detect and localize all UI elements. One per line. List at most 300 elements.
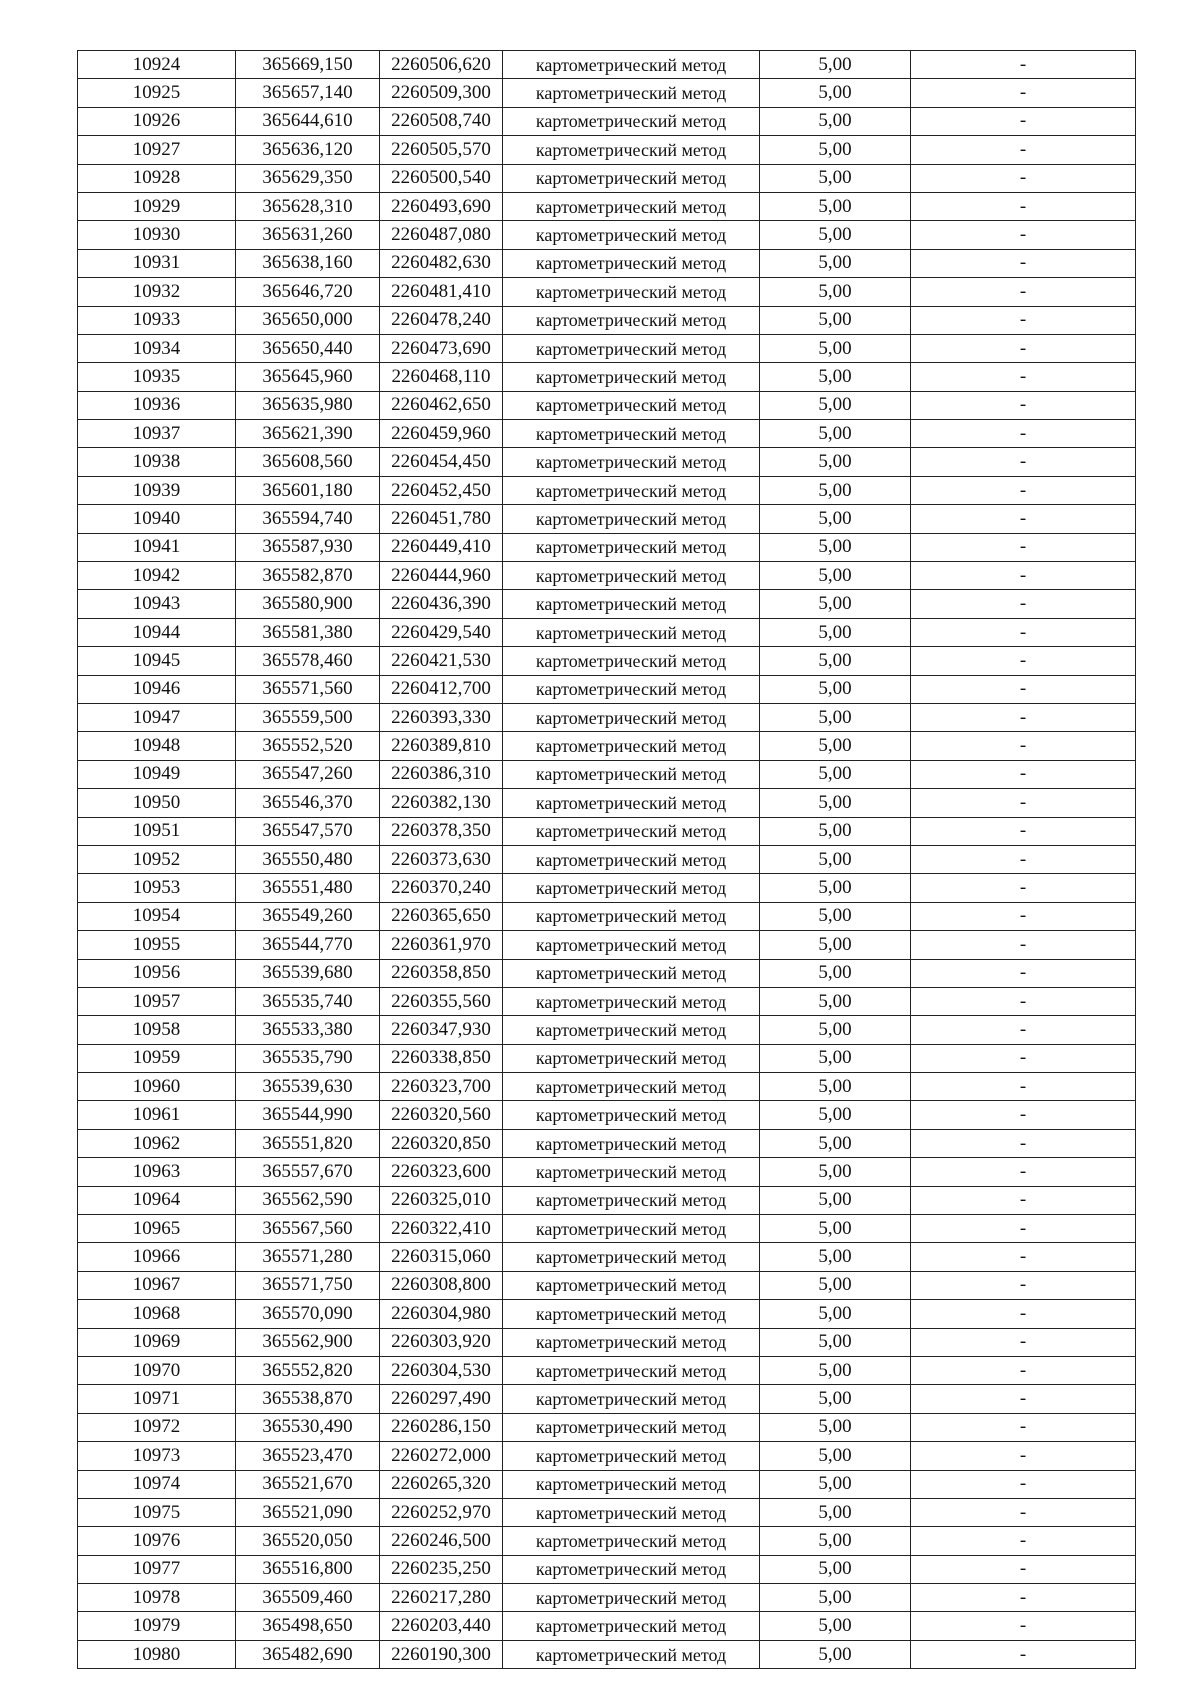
point-number-cell: 10934 — [78, 334, 236, 362]
point-number-cell: 10976 — [78, 1527, 236, 1555]
x-coordinate-cell: 365644,610 — [236, 107, 380, 135]
method-cell: картометрический метод — [503, 221, 760, 249]
x-coordinate-cell: 365657,140 — [236, 79, 380, 107]
accuracy-cell: 5,00 — [760, 192, 911, 220]
method-cell: картометрический метод — [503, 505, 760, 533]
x-coordinate-cell: 365509,460 — [236, 1584, 380, 1612]
method-cell: картометрический метод — [503, 817, 760, 845]
table-row — [78, 1215, 1136, 1243]
table-row — [78, 845, 1136, 873]
point-number-cell: 10955 — [78, 931, 236, 959]
point-number-cell: 10978 — [78, 1584, 236, 1612]
y-coordinate-cell: 2260323,700 — [380, 1073, 503, 1101]
accuracy-cell: 5,00 — [760, 1073, 911, 1101]
table-row — [78, 1044, 1136, 1072]
x-coordinate-cell: 365521,670 — [236, 1470, 380, 1498]
x-coordinate-cell: 365570,090 — [236, 1300, 380, 1328]
x-coordinate-cell: 365582,870 — [236, 562, 380, 590]
note-cell: - — [911, 987, 1136, 1015]
y-coordinate-cell: 2260252,970 — [380, 1498, 503, 1526]
note-cell: - — [911, 278, 1136, 306]
note-cell: - — [911, 448, 1136, 476]
point-number-cell: 10942 — [78, 562, 236, 590]
accuracy-cell: 5,00 — [760, 391, 911, 419]
point-number-cell: 10946 — [78, 675, 236, 703]
table-row — [78, 1442, 1136, 1470]
point-number-cell: 10943 — [78, 590, 236, 618]
note-cell: - — [911, 675, 1136, 703]
note-cell: - — [911, 192, 1136, 220]
x-coordinate-cell: 365562,900 — [236, 1328, 380, 1356]
x-coordinate-cell: 365544,770 — [236, 931, 380, 959]
note-cell: - — [911, 874, 1136, 902]
table-row — [78, 817, 1136, 845]
y-coordinate-cell: 2260304,980 — [380, 1300, 503, 1328]
point-number-cell: 10974 — [78, 1470, 236, 1498]
table-row — [78, 79, 1136, 107]
method-cell: картометрический метод — [503, 278, 760, 306]
x-coordinate-cell: 365635,980 — [236, 391, 380, 419]
coordinates-table — [77, 50, 1136, 1669]
method-cell: картометрический метод — [503, 1186, 760, 1214]
method-cell: картометрический метод — [503, 1271, 760, 1299]
note-cell: - — [911, 1300, 1136, 1328]
y-coordinate-cell: 2260347,930 — [380, 1016, 503, 1044]
y-coordinate-cell: 2260412,700 — [380, 675, 503, 703]
y-coordinate-cell: 2260361,970 — [380, 931, 503, 959]
point-number-cell: 10970 — [78, 1356, 236, 1384]
accuracy-cell: 5,00 — [760, 306, 911, 334]
note-cell: - — [911, 902, 1136, 930]
accuracy-cell: 5,00 — [760, 1498, 911, 1526]
note-cell: - — [911, 590, 1136, 618]
method-cell: картометрический метод — [503, 306, 760, 334]
table-row — [78, 1300, 1136, 1328]
note-cell: - — [911, 647, 1136, 675]
table-row — [78, 1016, 1136, 1044]
point-number-cell: 10948 — [78, 732, 236, 760]
note-cell: - — [911, 1527, 1136, 1555]
note-cell: - — [911, 1640, 1136, 1668]
note-cell: - — [911, 1442, 1136, 1470]
table-row — [78, 1101, 1136, 1129]
y-coordinate-cell: 2260478,240 — [380, 306, 503, 334]
table-row — [78, 1385, 1136, 1413]
note-cell: - — [911, 732, 1136, 760]
table-row — [78, 306, 1136, 334]
method-cell: картометрический метод — [503, 1442, 760, 1470]
method-cell: картометрический метод — [503, 1016, 760, 1044]
accuracy-cell: 5,00 — [760, 51, 911, 79]
point-number-cell: 10947 — [78, 703, 236, 731]
y-coordinate-cell: 2260449,410 — [380, 533, 503, 561]
method-cell: картометрический метод — [503, 1300, 760, 1328]
x-coordinate-cell: 365587,930 — [236, 533, 380, 561]
method-cell: картометрический метод — [503, 618, 760, 646]
point-number-cell: 10960 — [78, 1073, 236, 1101]
method-cell: картометрический метод — [503, 192, 760, 220]
point-number-cell: 10979 — [78, 1612, 236, 1640]
note-cell: - — [911, 533, 1136, 561]
table-row — [78, 1186, 1136, 1214]
point-number-cell: 10959 — [78, 1044, 236, 1072]
point-number-cell: 10935 — [78, 363, 236, 391]
method-cell: картометрический метод — [503, 1584, 760, 1612]
accuracy-cell: 5,00 — [760, 476, 911, 504]
table-row — [78, 249, 1136, 277]
method-cell: картометрический метод — [503, 363, 760, 391]
note-cell: - — [911, 703, 1136, 731]
y-coordinate-cell: 2260509,300 — [380, 79, 503, 107]
method-cell: картометрический метод — [503, 533, 760, 561]
method-cell: картометрический метод — [503, 448, 760, 476]
point-number-cell: 10944 — [78, 618, 236, 646]
y-coordinate-cell: 2260265,320 — [380, 1470, 503, 1498]
x-coordinate-cell: 365650,000 — [236, 306, 380, 334]
method-cell: картометрический метод — [503, 51, 760, 79]
note-cell: - — [911, 1584, 1136, 1612]
method-cell: картометрический метод — [503, 703, 760, 731]
point-number-cell: 10950 — [78, 789, 236, 817]
x-coordinate-cell: 365559,500 — [236, 703, 380, 731]
table-row — [78, 1328, 1136, 1356]
note-cell: - — [911, 1044, 1136, 1072]
accuracy-cell: 5,00 — [760, 590, 911, 618]
method-cell: картометрический метод — [503, 164, 760, 192]
x-coordinate-cell: 365669,150 — [236, 51, 380, 79]
accuracy-cell: 5,00 — [760, 1243, 911, 1271]
y-coordinate-cell: 2260421,530 — [380, 647, 503, 675]
x-coordinate-cell: 365547,570 — [236, 817, 380, 845]
note-cell: - — [911, 505, 1136, 533]
table-row — [78, 732, 1136, 760]
point-number-cell: 10957 — [78, 987, 236, 1015]
point-number-cell: 10968 — [78, 1300, 236, 1328]
note-cell: - — [911, 306, 1136, 334]
x-coordinate-cell: 365551,480 — [236, 874, 380, 902]
y-coordinate-cell: 2260308,800 — [380, 1271, 503, 1299]
method-cell: картометрический метод — [503, 931, 760, 959]
note-cell: - — [911, 51, 1136, 79]
accuracy-cell: 5,00 — [760, 931, 911, 959]
note-cell: - — [911, 1243, 1136, 1271]
x-coordinate-cell: 365547,260 — [236, 760, 380, 788]
note-cell: - — [911, 1356, 1136, 1384]
x-coordinate-cell: 365544,990 — [236, 1101, 380, 1129]
table-row — [78, 931, 1136, 959]
point-number-cell: 10977 — [78, 1555, 236, 1583]
accuracy-cell: 5,00 — [760, 902, 911, 930]
note-cell: - — [911, 1129, 1136, 1157]
table-row — [78, 902, 1136, 930]
note-cell: - — [911, 1498, 1136, 1526]
method-cell: картометрический метод — [503, 1215, 760, 1243]
method-cell: картометрический метод — [503, 79, 760, 107]
point-number-cell: 10972 — [78, 1413, 236, 1441]
x-coordinate-cell: 365631,260 — [236, 221, 380, 249]
method-cell: картометрический метод — [503, 1158, 760, 1186]
x-coordinate-cell: 365538,870 — [236, 1385, 380, 1413]
method-cell: картометрический метод — [503, 562, 760, 590]
table-row — [78, 192, 1136, 220]
y-coordinate-cell: 2260304,530 — [380, 1356, 503, 1384]
y-coordinate-cell: 2260320,560 — [380, 1101, 503, 1129]
point-number-cell: 10965 — [78, 1215, 236, 1243]
note-cell: - — [911, 1186, 1136, 1214]
note-cell: - — [911, 1470, 1136, 1498]
method-cell: картометрический метод — [503, 1129, 760, 1157]
y-coordinate-cell: 2260323,600 — [380, 1158, 503, 1186]
y-coordinate-cell: 2260370,240 — [380, 874, 503, 902]
accuracy-cell: 5,00 — [760, 136, 911, 164]
accuracy-cell: 5,00 — [760, 703, 911, 731]
x-coordinate-cell: 365646,720 — [236, 278, 380, 306]
point-number-cell: 10937 — [78, 420, 236, 448]
x-coordinate-cell: 365533,380 — [236, 1016, 380, 1044]
table-row — [78, 164, 1136, 192]
note-cell: - — [911, 817, 1136, 845]
y-coordinate-cell: 2260389,810 — [380, 732, 503, 760]
method-cell: картометрический метод — [503, 732, 760, 760]
method-cell: картометрический метод — [503, 675, 760, 703]
x-coordinate-cell: 365539,630 — [236, 1073, 380, 1101]
accuracy-cell: 5,00 — [760, 164, 911, 192]
table-row — [78, 590, 1136, 618]
x-coordinate-cell: 365638,160 — [236, 249, 380, 277]
point-number-cell: 10954 — [78, 902, 236, 930]
note-cell: - — [911, 136, 1136, 164]
accuracy-cell: 5,00 — [760, 363, 911, 391]
y-coordinate-cell: 2260493,690 — [380, 192, 503, 220]
table-row — [78, 420, 1136, 448]
accuracy-cell: 5,00 — [760, 845, 911, 873]
table-row — [78, 1498, 1136, 1526]
y-coordinate-cell: 2260365,650 — [380, 902, 503, 930]
method-cell: картометрический метод — [503, 1640, 760, 1668]
accuracy-cell: 5,00 — [760, 647, 911, 675]
note-cell: - — [911, 1073, 1136, 1101]
y-coordinate-cell: 2260459,960 — [380, 420, 503, 448]
table-row — [78, 1640, 1136, 1668]
y-coordinate-cell: 2260378,350 — [380, 817, 503, 845]
table-row — [78, 1129, 1136, 1157]
y-coordinate-cell: 2260508,740 — [380, 107, 503, 135]
y-coordinate-cell: 2260462,650 — [380, 391, 503, 419]
table-row — [78, 1555, 1136, 1583]
method-cell: картометрический метод — [503, 476, 760, 504]
y-coordinate-cell: 2260382,130 — [380, 789, 503, 817]
accuracy-cell: 5,00 — [760, 1356, 911, 1384]
table-row — [78, 1158, 1136, 1186]
method-cell: картометрический метод — [503, 420, 760, 448]
y-coordinate-cell: 2260393,330 — [380, 703, 503, 731]
accuracy-cell: 5,00 — [760, 1186, 911, 1214]
note-cell: - — [911, 420, 1136, 448]
accuracy-cell: 5,00 — [760, 1158, 911, 1186]
x-coordinate-cell: 365482,690 — [236, 1640, 380, 1668]
accuracy-cell: 5,00 — [760, 959, 911, 987]
accuracy-cell: 5,00 — [760, 1328, 911, 1356]
note-cell: - — [911, 107, 1136, 135]
x-coordinate-cell: 365557,670 — [236, 1158, 380, 1186]
table-row — [78, 987, 1136, 1015]
method-cell: картометрический метод — [503, 1470, 760, 1498]
method-cell: картометрический метод — [503, 590, 760, 618]
note-cell: - — [911, 249, 1136, 277]
y-coordinate-cell: 2260297,490 — [380, 1385, 503, 1413]
y-coordinate-cell: 2260355,560 — [380, 987, 503, 1015]
table-row — [78, 647, 1136, 675]
x-coordinate-cell: 365552,820 — [236, 1356, 380, 1384]
note-cell: - — [911, 79, 1136, 107]
point-number-cell: 10930 — [78, 221, 236, 249]
y-coordinate-cell: 2260203,440 — [380, 1612, 503, 1640]
x-coordinate-cell: 365608,560 — [236, 448, 380, 476]
accuracy-cell: 5,00 — [760, 675, 911, 703]
x-coordinate-cell: 365523,470 — [236, 1442, 380, 1470]
x-coordinate-cell: 365530,490 — [236, 1413, 380, 1441]
point-number-cell: 10963 — [78, 1158, 236, 1186]
x-coordinate-cell: 365552,520 — [236, 732, 380, 760]
y-coordinate-cell: 2260487,080 — [380, 221, 503, 249]
point-number-cell: 10975 — [78, 1498, 236, 1526]
x-coordinate-cell: 365549,260 — [236, 902, 380, 930]
note-cell: - — [911, 1328, 1136, 1356]
table-row — [78, 334, 1136, 362]
point-number-cell: 10969 — [78, 1328, 236, 1356]
method-cell: картометрический метод — [503, 1101, 760, 1129]
point-number-cell: 10941 — [78, 533, 236, 561]
method-cell: картометрический метод — [503, 789, 760, 817]
accuracy-cell: 5,00 — [760, 732, 911, 760]
x-coordinate-cell: 365539,680 — [236, 959, 380, 987]
table-row — [78, 1413, 1136, 1441]
y-coordinate-cell: 2260325,010 — [380, 1186, 503, 1214]
x-coordinate-cell: 365645,960 — [236, 363, 380, 391]
accuracy-cell: 5,00 — [760, 1385, 911, 1413]
x-coordinate-cell: 365550,480 — [236, 845, 380, 873]
method-cell: картометрический метод — [503, 1243, 760, 1271]
point-number-cell: 10953 — [78, 874, 236, 902]
y-coordinate-cell: 2260190,300 — [380, 1640, 503, 1668]
point-number-cell: 10926 — [78, 107, 236, 135]
accuracy-cell: 5,00 — [760, 987, 911, 1015]
note-cell: - — [911, 363, 1136, 391]
note-cell: - — [911, 845, 1136, 873]
table-row — [78, 1527, 1136, 1555]
accuracy-cell: 5,00 — [760, 448, 911, 476]
y-coordinate-cell: 2260454,450 — [380, 448, 503, 476]
y-coordinate-cell: 2260217,280 — [380, 1584, 503, 1612]
table-row — [78, 562, 1136, 590]
x-coordinate-cell: 365571,560 — [236, 675, 380, 703]
point-number-cell: 10929 — [78, 192, 236, 220]
accuracy-cell: 5,00 — [760, 79, 911, 107]
accuracy-cell: 5,00 — [760, 420, 911, 448]
y-coordinate-cell: 2260468,110 — [380, 363, 503, 391]
method-cell: картометрический метод — [503, 760, 760, 788]
x-coordinate-cell: 365535,790 — [236, 1044, 380, 1072]
y-coordinate-cell: 2260303,920 — [380, 1328, 503, 1356]
point-number-cell: 10936 — [78, 391, 236, 419]
accuracy-cell: 5,00 — [760, 1215, 911, 1243]
table-row — [78, 1243, 1136, 1271]
y-coordinate-cell: 2260481,410 — [380, 278, 503, 306]
note-cell: - — [911, 221, 1136, 249]
table-row — [78, 874, 1136, 902]
y-coordinate-cell: 2260386,310 — [380, 760, 503, 788]
y-coordinate-cell: 2260315,060 — [380, 1243, 503, 1271]
x-coordinate-cell: 365546,370 — [236, 789, 380, 817]
accuracy-cell: 5,00 — [760, 505, 911, 533]
accuracy-cell: 5,00 — [760, 618, 911, 646]
x-coordinate-cell: 365551,820 — [236, 1129, 380, 1157]
point-number-cell: 10931 — [78, 249, 236, 277]
note-cell: - — [911, 1612, 1136, 1640]
x-coordinate-cell: 365535,740 — [236, 987, 380, 1015]
y-coordinate-cell: 2260473,690 — [380, 334, 503, 362]
x-coordinate-cell: 365520,050 — [236, 1527, 380, 1555]
y-coordinate-cell: 2260451,780 — [380, 505, 503, 533]
method-cell: картометрический метод — [503, 1356, 760, 1384]
x-coordinate-cell: 365498,650 — [236, 1612, 380, 1640]
method-cell: картометрический метод — [503, 249, 760, 277]
point-number-cell: 10973 — [78, 1442, 236, 1470]
accuracy-cell: 5,00 — [760, 221, 911, 249]
table-row — [78, 391, 1136, 419]
point-number-cell: 10945 — [78, 647, 236, 675]
table-row — [78, 221, 1136, 249]
y-coordinate-cell: 2260322,410 — [380, 1215, 503, 1243]
note-cell: - — [911, 760, 1136, 788]
table-row — [78, 1612, 1136, 1640]
table-row — [78, 278, 1136, 306]
table-row — [78, 1356, 1136, 1384]
y-coordinate-cell: 2260286,150 — [380, 1413, 503, 1441]
y-coordinate-cell: 2260373,630 — [380, 845, 503, 873]
point-number-cell: 10956 — [78, 959, 236, 987]
method-cell: картометрический метод — [503, 1527, 760, 1555]
table-row — [78, 789, 1136, 817]
accuracy-cell: 5,00 — [760, 107, 911, 135]
point-number-cell: 10962 — [78, 1129, 236, 1157]
table-row — [78, 533, 1136, 561]
y-coordinate-cell: 2260246,500 — [380, 1527, 503, 1555]
table-row — [78, 618, 1136, 646]
x-coordinate-cell: 365621,390 — [236, 420, 380, 448]
method-cell: картометрический метод — [503, 902, 760, 930]
x-coordinate-cell: 365629,350 — [236, 164, 380, 192]
note-cell: - — [911, 164, 1136, 192]
note-cell: - — [911, 1271, 1136, 1299]
table-row — [78, 363, 1136, 391]
accuracy-cell: 5,00 — [760, 1300, 911, 1328]
note-cell: - — [911, 789, 1136, 817]
accuracy-cell: 5,00 — [760, 817, 911, 845]
method-cell: картометрический метод — [503, 1555, 760, 1583]
note-cell: - — [911, 1215, 1136, 1243]
point-number-cell: 10928 — [78, 164, 236, 192]
x-coordinate-cell: 365571,280 — [236, 1243, 380, 1271]
point-number-cell: 10951 — [78, 817, 236, 845]
point-number-cell: 10971 — [78, 1385, 236, 1413]
note-cell: - — [911, 618, 1136, 646]
note-cell: - — [911, 1413, 1136, 1441]
table-row — [78, 1073, 1136, 1101]
note-cell: - — [911, 391, 1136, 419]
x-coordinate-cell: 365562,590 — [236, 1186, 380, 1214]
accuracy-cell: 5,00 — [760, 874, 911, 902]
